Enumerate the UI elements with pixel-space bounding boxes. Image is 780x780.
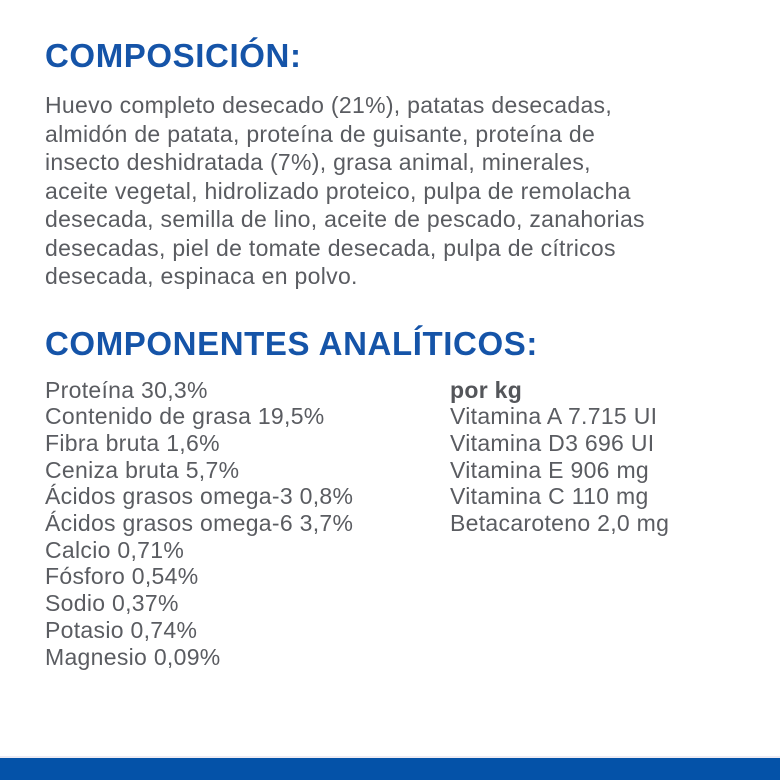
analytical-right-column [450,377,669,671]
analytical-item: Ceniza bruta 5,7% [45,456,240,483]
vitamin-item: Vitamina A 7.715 UI [450,403,658,430]
composition-line: Huevo completo desecado (21%), patatas desecadas, [45,92,613,118]
composition-line: almidón de patata, proteína de guisante, proteína de [45,120,596,147]
analytical-item: Contenido de grasa 19,5% [45,403,325,430]
composition-line: desecada, semilla de lino, aceite de pescado, zanahorias [45,206,645,232]
composition-title: COMPOSICIÓN: [45,37,302,74]
composition-line: desecadas, piel de tomate desecada, pulpa de cítricos [45,234,616,261]
composition-line: aceite vegetal, hidrolizado proteico, pulpa de remolacha [45,177,631,204]
analytical-left-column [45,377,450,671]
analytical-item: Proteína 30,3% [45,376,208,403]
analytical-item: Ácidos grasos omega-6 3,7% [45,510,354,537]
footer-brand-bar [0,756,780,780]
analytical-item: Sodio 0,37% [45,590,179,617]
vitamin-item: Vitamina E 906 mg [450,456,650,483]
analytical-components-columns [45,377,740,671]
analytical-item: Magnesio 0,09% [45,643,221,670]
vitamin-item: Vitamina D3 696 UI [450,429,655,456]
per-kg-header: por kg [450,376,523,403]
analytical-item: Potasio 0,74% [45,616,198,643]
analytical-item: Fósforo 0,54% [45,563,199,590]
analytical-item: Ácidos grasos omega-3 0,8% [45,483,354,510]
vitamin-item: Betacaroteno 2,0 mg [450,510,670,537]
analytical-item: Calcio 0,71% [45,536,185,563]
vitamin-item: Vitamina C 110 mg [450,483,649,510]
vitamin-list [450,403,669,537]
composition-line: desecada, espinaca en polvo. [45,263,358,289]
analytical-item: Fibra bruta 1,6% [45,429,220,456]
composition-ingredients-text [45,91,740,291]
composition-line: insecto deshidratada (7%), grasa animal, minerales, [45,149,591,175]
analytical-components-title: COMPONENTES ANALÍTICOS: [45,324,538,362]
